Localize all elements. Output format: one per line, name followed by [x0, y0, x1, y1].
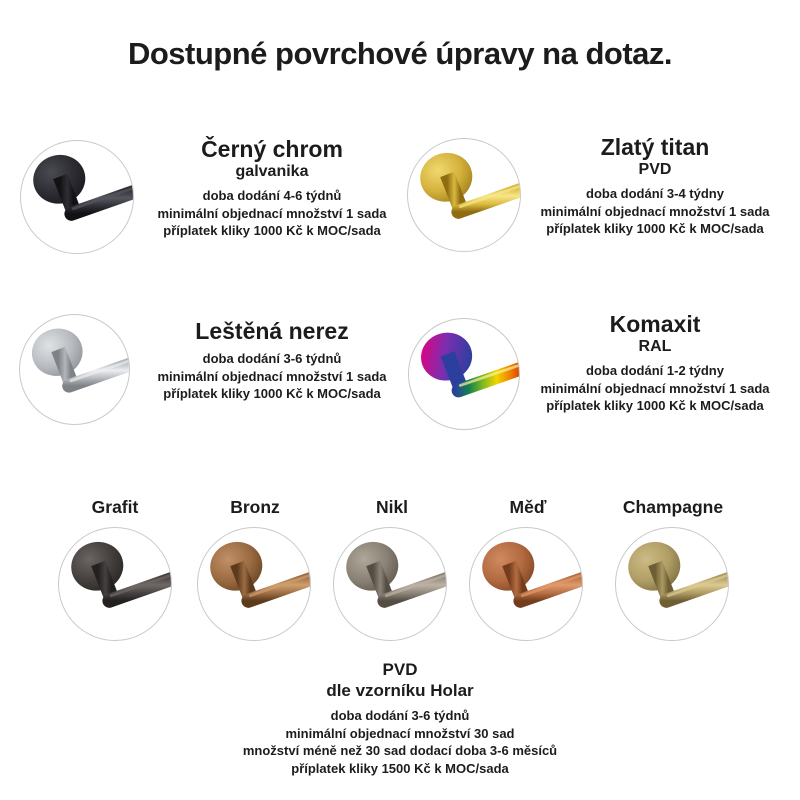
detail-line: doba dodání 1-2 týdny: [586, 363, 724, 378]
finish-card-komaxit: [505, 311, 800, 415]
finish-label-champagne: Champagne: [622, 497, 724, 517]
detail-line: příplatek kliky 1000 Kč k MOC/sada: [163, 223, 381, 238]
finish-card-zlaty-titan: [505, 134, 800, 238]
finish-label-med: Měď: [509, 497, 547, 517]
detail-line: příplatek kliky 1000 Kč k MOC/sada: [546, 221, 764, 236]
finish-card-lestena-nerez: [122, 318, 422, 403]
finish-title: Černý chrom: [201, 136, 343, 162]
footer-subtitle: dle vzorníku Holar: [326, 681, 474, 700]
detail-line: minimální objednací množství 1 sada: [157, 205, 387, 221]
detail-line: příplatek kliky 1000 Kč k MOC/sada: [163, 386, 381, 401]
detail-line: minimální objednací množství 30 sad: [285, 725, 515, 741]
finish-title: Leštěná nerez: [195, 318, 349, 344]
graphite-handle-photo: [58, 527, 172, 641]
copper-handle-photo: [469, 527, 583, 641]
detail-line: minimální objednací množství 1 sada: [540, 203, 770, 219]
detail-line: doba dodání 3-4 týdny: [586, 186, 724, 201]
finish-label-nikl: Nikl: [375, 497, 409, 517]
finish-label-bronz: Bronz: [230, 497, 280, 517]
finish-subtitle: RAL: [638, 338, 672, 355]
finish-title: Zlatý titan: [600, 134, 710, 160]
nickel-handle-photo: [333, 527, 447, 641]
detail-line: příplatek kliky 1500 Kč k MOC/sada: [291, 760, 509, 776]
detail-line: množství méně než 30 sad dodací doba 3-6 měsíců: [242, 743, 558, 758]
detail-line: minimální objednací množství 1 sada: [157, 368, 387, 384]
footer-title: PVD: [382, 660, 418, 679]
finish-label-grafit: Grafit: [91, 497, 139, 517]
finish-details: [122, 350, 422, 403]
finish-subtitle: PVD: [638, 161, 672, 178]
bronze-handle-photo: [197, 527, 311, 641]
polished-stainless-handle-photo: [19, 314, 130, 425]
footer-details: [0, 707, 800, 777]
detail-line: doba dodání 4-6 týdnů: [202, 188, 342, 203]
page-title: Dostupné povrchové úpravy na dotaz.: [127, 36, 673, 71]
detail-line: minimální objednací množství 1 sada: [540, 380, 770, 396]
finish-details: [505, 185, 800, 238]
detail-line: příplatek kliky 1000 Kč k MOC/sada: [546, 398, 764, 413]
ral-rainbow-handle-photo: [408, 318, 520, 430]
finish-subtitle: galvanika: [235, 163, 309, 180]
finish-title: Komaxit: [609, 311, 701, 337]
finish-details: [505, 362, 800, 415]
detail-line: doba dodání 3-6 týdnů: [330, 708, 470, 723]
gold-titanium-handle-photo: [407, 138, 521, 252]
champagne-handle-photo: [615, 527, 729, 641]
black-chrome-handle-photo: [20, 140, 134, 254]
finish-card-cerny-chrom: [122, 136, 422, 240]
pvd-footer-block: [0, 659, 800, 777]
detail-line: doba dodání 3-6 týdnů: [202, 351, 342, 366]
finish-details: [122, 187, 422, 240]
